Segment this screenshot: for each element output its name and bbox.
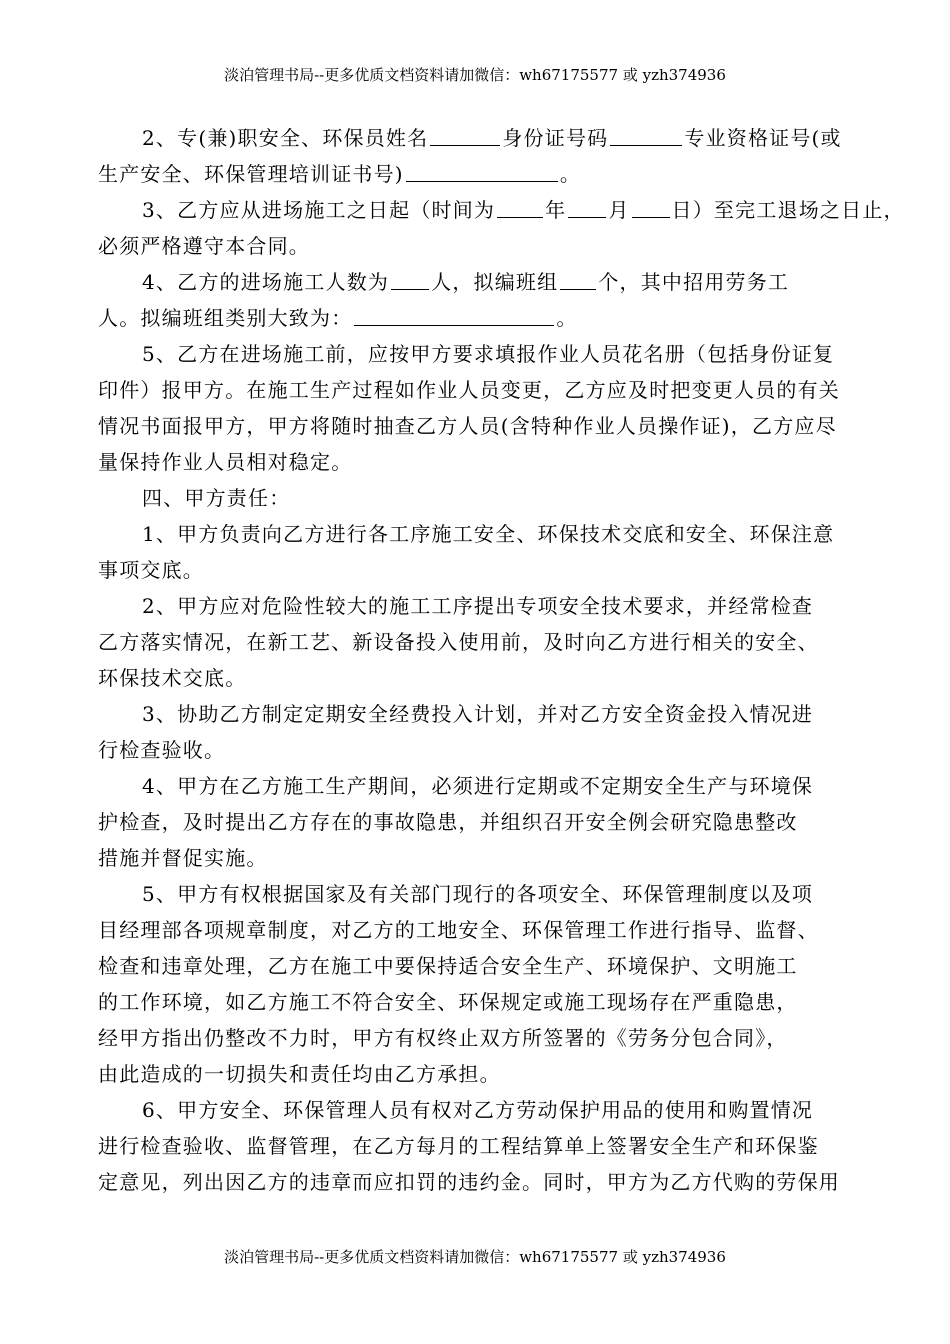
text-segment: 月 [608,198,630,222]
team-count-blank [560,264,596,290]
text-line: 进行检查验收、监督管理，在乙方每月的工程结算单上签署安全生产和环保鉴 [98,1134,819,1158]
name-blank [430,120,500,146]
text-segment: 人，拟编班组 [431,270,559,294]
text-line [98,120,863,156]
text-line: 事项交底。 [98,558,204,582]
text-line [98,300,863,336]
text-line [98,156,863,192]
worker-count-blank [391,264,429,290]
text-line [98,264,863,300]
text-segment: 4、乙方的进场施工人数为 [142,270,390,294]
text-segment: 年 [545,198,567,222]
text-line: 6、甲方安全、环保管理人员有权对乙方劳动保护用品的使用和购置情况 [142,1098,814,1122]
text-line: 1、甲方负责向乙方进行各工序施工安全、环保技术交底和安全、环保注意 [142,522,835,546]
text-segment: 身份证号码 [502,126,609,150]
year-blank [497,192,543,218]
text-line: 检查和违章处理，乙方在施工中要保持适合安全生产、环境保护、文明施工 [98,954,798,978]
text-line: 5、甲方有权根据国家及有关部门现行的各项安全、环保管理制度以及项 [142,882,814,906]
text-segment: 。 [556,306,578,330]
text-line: 的工作环境，如乙方施工不符合安全、环保规定或施工现场存在严重隐患， [98,990,798,1014]
text-line: 护检查，及时提出乙方存在的事故隐患，并组织召开安全例会研究隐患整改 [98,810,798,834]
text-line: 定意见，列出因乙方的违章而应扣罚的违约金。同时，甲方为乙方代购的劳保用 [98,1170,840,1194]
certificate-number-blank [406,156,558,182]
day-blank [632,192,670,218]
text-line: 4、甲方在乙方施工生产期间，必须进行定期或不定期安全生产与环境保 [142,774,814,798]
page-footer-watermark: 淡泊管理书局--更多优质文档资料请加微信：wh67175577 或 yzh374936 [224,1248,726,1266]
text-segment: 。 [559,162,582,186]
text-line: 由此造成的一切损失和责任均由乙方承担。 [98,1062,501,1086]
text-segment: 日）至完工退场之日止， [671,198,905,222]
text-line: 情况书面报甲方，甲方将随时抽查乙方人员(含特种作业人员操作证)，乙方应尽 [98,414,837,438]
month-blank [568,192,606,218]
text-segment: 2、专(兼)职安全、环保员姓名 [142,126,429,150]
text-line [98,192,905,228]
page-header-watermark: 淡泊管理书局--更多优质文档资料请加微信：wh67175577 或 yzh374936 [224,66,726,84]
contract-body [98,120,905,1200]
text-line: 5、乙方在进场施工前，应按甲方要求填报作业人员花名册（包括身份证复 [142,342,835,366]
text-segment: 3、乙方应从进场施工之日起（时间为 [142,198,496,222]
id-number-blank [610,120,682,146]
text-line: 2、甲方应对危险性较大的施工工序提出专项安全技术要求，并经常检查 [142,594,814,618]
team-category-blank [354,300,554,326]
text-line: 乙方落实情况，在新工艺、新设备投入使用前，及时向乙方进行相关的安全、 [98,630,819,654]
text-line: 经甲方指出仍整改不力时，甲方有权终止双方所签署的《劳务分包合同》， [98,1026,788,1050]
text-segment: 个，其中招用劳务工 [598,270,790,294]
section-heading: 四、甲方责任： [142,486,291,510]
text-line: 措施并督促实施。 [98,846,268,870]
text-line: 环保技术交底。 [98,666,247,690]
text-line: 行检查验收。 [98,738,226,762]
text-segment: 专业资格证号(或 [684,126,842,150]
text-segment: 人。拟编班组类别大致为： [98,306,353,330]
text-line: 印件）报甲方。在施工生产过程如作业人员变更，乙方应及时把变更人员的有关 [98,378,840,402]
text-line: 目经理部各项规章制度，对乙方的工地安全、环保管理工作进行指导、监督、 [98,918,819,942]
text-line: 3、协助乙方制定定期安全经费投入计划，并对乙方安全资金投入情况进 [142,702,814,726]
text-segment: 生产安全、环保管理培训证书号) [98,162,404,186]
text-line: 量保持作业人员相对稳定。 [98,450,353,474]
text-line: 必须严格遵守本合同。 [98,234,310,258]
